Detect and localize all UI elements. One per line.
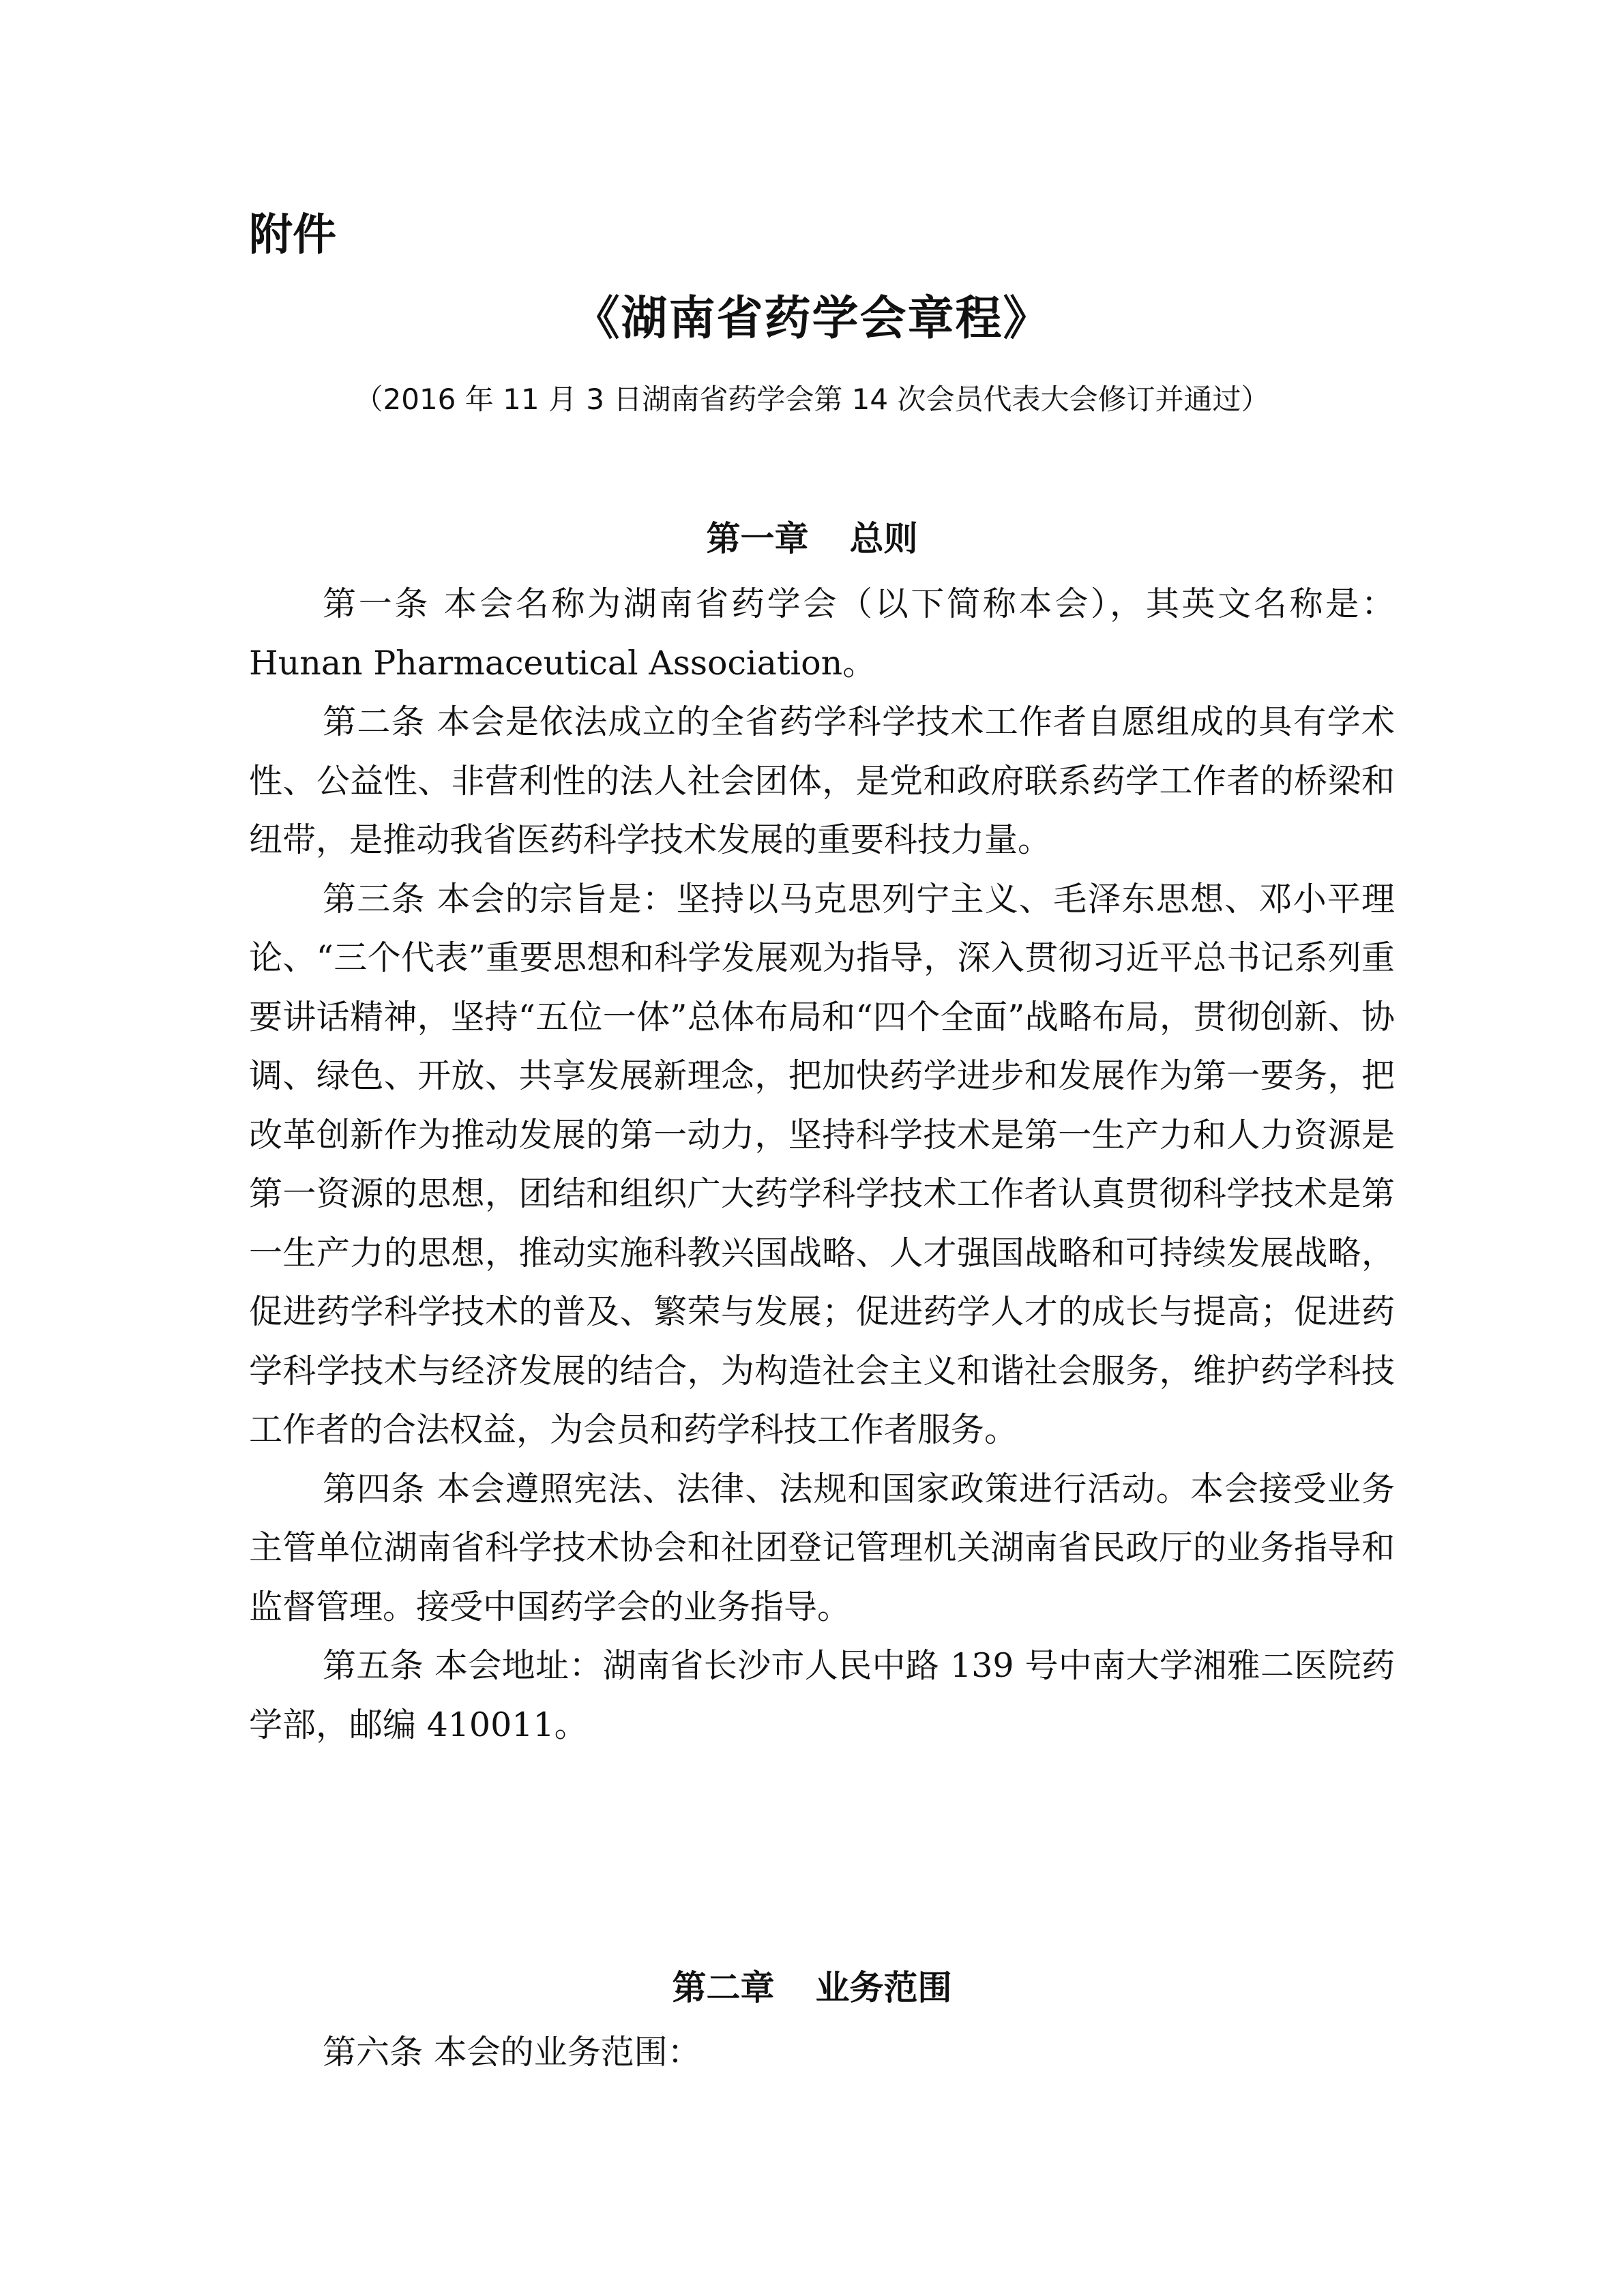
chapter-2-body (249, 2023, 1395, 2083)
chapter-1-name: 总则 (849, 519, 918, 558)
article-2: 第二条 本会是依法成立的全省药学科学技术工作者自愿组成的具有学术性、公益性、非营利性的法人社会团体，是党和政府联系药学工作者的桥梁和纽带，是推动我省医药科学技术发展的重要科技力量。 (249, 702, 1395, 859)
chapter-1-number: 第一章 (706, 519, 809, 558)
chapter-2-number: 第二章 (672, 1968, 775, 2008)
article-6: 第六条 本会的业务范围： (323, 2033, 701, 2072)
document-subtitle: （2016 年 11 月 3 日湖南省药学会第 14 次会员代表大会修订并通过） (354, 383, 1270, 416)
chapter-1-body (249, 575, 1395, 1755)
chapter-2-name: 业务范围 (815, 1968, 952, 2008)
article-3: 第三条 本会的宗旨是：坚持以马克思列宁主义、毛泽东思想、邓小平理论、“三个代表”重要思想和科学发展观为指导，深入贯彻习近平总书记系列重要讲话精神，坚持“五位一体”总体布局和“四个全面”战略布局，贯彻创新、协调、绿色、开放、共享发展新理念，把加快药学进步和发展作为第一要务，把改革创新作为推动发展的第一动力，坚持科学技术是第一生产力和人力资源是第一资源的思想，团结和组织广大药学科学技术工作者认真贯彻科学技术是第一生产力的思想，推动实施科教兴国战略、人才强国战略和可持续发展战略，促进药学科学技术的普及、繁荣与发展；促进药学人才的成长与提高；促进药学科学技术与经济发展的结合，为构造社会主义和谐社会服务，维护药学科技工作者的合法权益，为会员和药学科技工作者服务。 (249, 879, 1395, 1449)
chapter-2-heading (0, 1964, 1624, 2012)
article-1: 第一条 本会名称为湖南省药学会（以下简称本会），其英文名称是：Hunan Pharmaceutical Association。 (249, 584, 1395, 683)
chapter-1-heading (0, 515, 1624, 563)
document-title: 《湖南省药学会章程》 (573, 292, 1051, 346)
article-5: 第五条 本会地址：湖南省长沙市人民中路 139 号中南大学湘雅二医院药学部，邮编 410011。 (249, 1646, 1395, 1744)
attachment-label: 附件 (249, 210, 336, 260)
article-4: 第四条 本会遵照宪法、法律、法规和国家政策进行活动。本会接受业务主管单位湖南省科学技术协会和社团登记管理机关湖南省民政厅的业务指导和监督管理。接受中国药学会的业务指导。 (249, 1469, 1395, 1626)
